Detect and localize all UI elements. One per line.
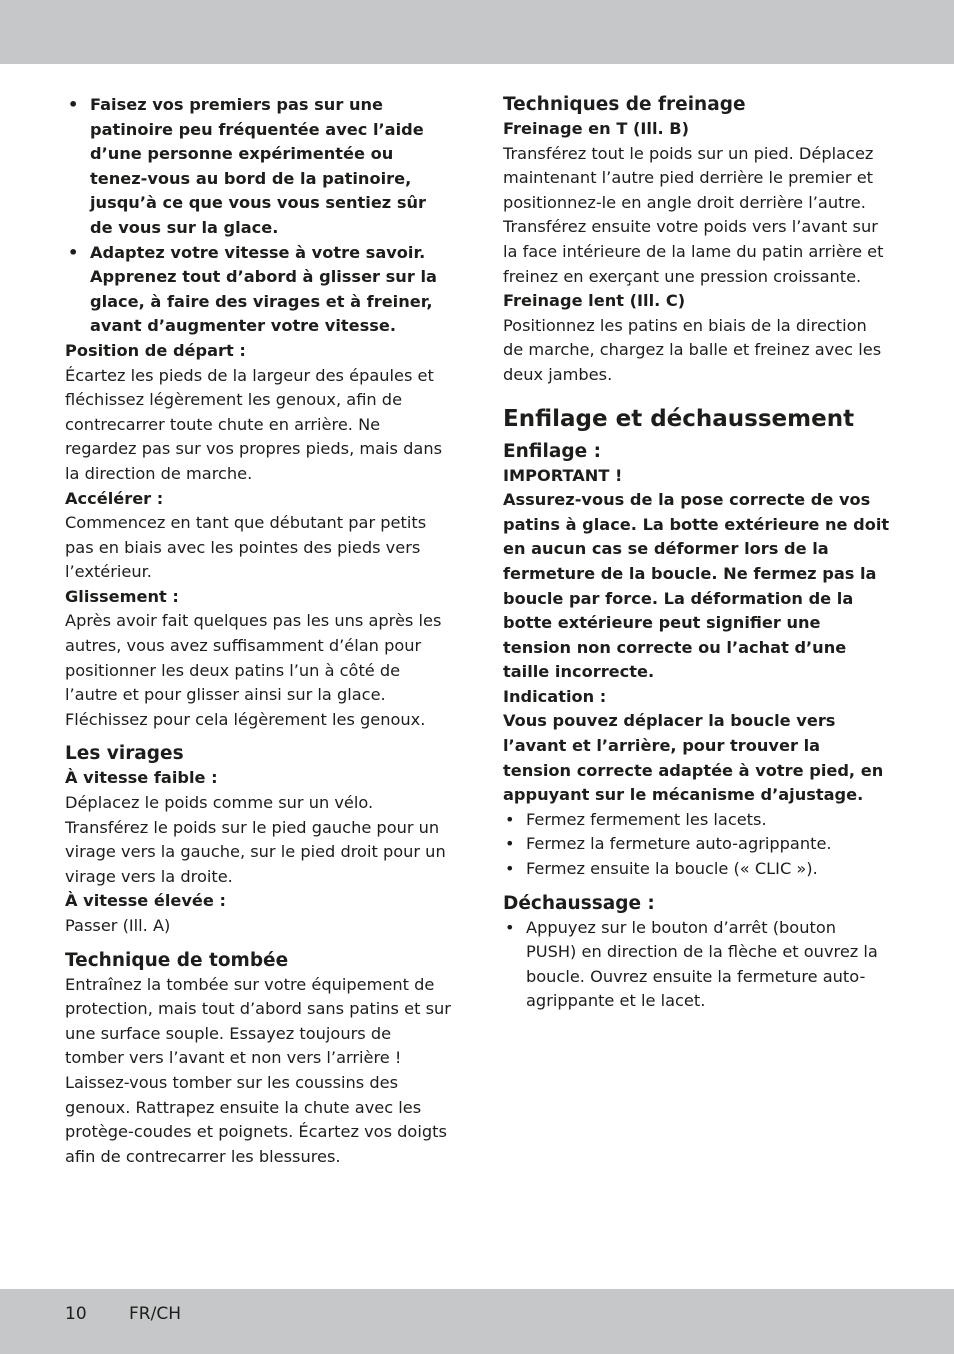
list-item: • Appuyez sur le bouton d’arrêt (bouton PUSH) en direction de la flèche et ouvrez la boucle. Ouvrez ensuite la fermeture auto-agrippante et le lacet. [503, 916, 891, 1014]
dechaussage-steps-list [503, 916, 891, 1014]
accelerer-text: Commencez en tant que débutant par petits pas en biais avec les pointes des pieds vers l’extérieur. [65, 513, 427, 582]
glissement-text: Après avoir fait quelques pas les uns après les autres, vous avez suffisamment d’élan pour positionner les deux patins l’un à côté de l’autre et pour glisser ainsi sur la glace. [65, 611, 442, 705]
freinage-lent-heading: Freinage lent (Ill. C) [503, 291, 686, 311]
tombee-heading: Technique de tombée [65, 949, 289, 971]
position-depart-heading: Position de départ : [65, 340, 246, 360]
list-item: • Fermez la fermeture auto-agrippante. [503, 832, 891, 857]
indication-label: Indication : [503, 686, 607, 706]
tombee-text-2: Laissez-vous tomber sur les coussins des genoux. Rattrapez ensuite la chute avec les protège-coudes et poignets. Écartez vos doigts afin de contrecarrer les blessures. [65, 1072, 447, 1166]
enfilage-heading: Enfilage : [503, 440, 601, 462]
language-code: FR/CH [129, 1304, 181, 1324]
vitesse-faible-text-2: Transférez le poids sur le pied gauche pour un virage vers la gauche, sur le pied droit pour un virage vers la droite. [65, 817, 446, 886]
right-column [503, 93, 891, 1014]
list-item: • Faisez vos premiers pas sur une patinoire peu fréquentée avec l’aide d’une personne expérimentée ou tenez-vous au bord de la patinoire, jusqu’à ce que vous vous sentiez sûr de vous sur la glace. [65, 93, 453, 241]
list-item: • Fermez ensuite la boucle (« CLIC »). [503, 857, 891, 882]
enfilage-steps-list [503, 808, 891, 882]
position-depart-text: Écartez les pieds de la largeur des épaules et fléchissez légèrement les genoux, afin de contrecarrer toute chute en arrière. Ne regardez pas sur vos propres pieds, mais dans la direction de marche. [65, 365, 443, 483]
dechaussage-heading: Déchaussage : [503, 892, 655, 914]
list-item: • Adaptez votre vitesse à votre savoir. Apprenez tout d’abord à glisser sur la glace, à faire des virages et à freiner, avant d’augmenter votre vitesse. [65, 241, 453, 339]
virages-heading: Les virages [65, 743, 184, 765]
glissement-heading: Glissement : [65, 586, 179, 606]
vitesse-elevee-text: Passer (Ill. A) [65, 916, 171, 935]
glissement-text-2: Fléchissez pour cela légèrement les genoux. [65, 709, 426, 729]
list-item: • Fermez fermement les lacets. [503, 808, 891, 833]
safety-bullet-list [65, 93, 453, 339]
freinage-heading: Techniques de freinage [503, 94, 746, 115]
enfilage-main-heading: Enfilage et déchaussement [503, 405, 855, 432]
important-text: Assurez-vous de la pose correcte de vos patins à glace. La botte extérieure ne doit en aucun cas se déformer lors de la fermeture de la boucle. Ne fermez pas la boucle par force. La déformation de la botte extérieure peut signifier une tension non correcte ou l’achat d’une taille incorrecte. [503, 490, 890, 682]
indication-text: Vous pouvez déplacer la boucle vers l’avant et l’arrière, pour trouver la tension correcte adaptée à votre pied, en appuyant sur le mécanisme d’ajustage. [503, 711, 884, 805]
freinage-t-heading: Freinage en T (Ill. B) [503, 119, 690, 138]
tombee-text: Entraînez la tombée sur votre équipement de protection, mais tout d’abord sans patins et sur une surface souple. Essayez toujours de tomber vers l’avant et non vers l’arrière ! [65, 974, 451, 1068]
freinage-lent-text: Positionnez les patins en biais de la direction de marche, chargez la balle et freinez avec les deux jambes. [503, 315, 882, 384]
header-band [0, 0, 954, 64]
vitesse-elevee-heading: À vitesse élevée : [65, 891, 226, 911]
left-column [65, 93, 453, 1169]
vitesse-faible-text: Déplacez le poids comme sur un vélo. [65, 793, 374, 813]
accelerer-heading: Accélérer : [65, 488, 164, 508]
freinage-t-text: Transférez tout le poids sur un pied. Déplacez maintenant l’autre pied derrière le premier et positionnez-le en angle droit derrière l’autre. Transférez ensuite votre poids vers l’avant sur la face intérieure de la lame du patin arrière et freinez en exerçant une pression croissante. [503, 143, 884, 286]
important-label: IMPORTANT ! [503, 465, 623, 485]
vitesse-faible-heading: À vitesse faible : [65, 768, 218, 788]
page-number: 10 [65, 1304, 87, 1324]
